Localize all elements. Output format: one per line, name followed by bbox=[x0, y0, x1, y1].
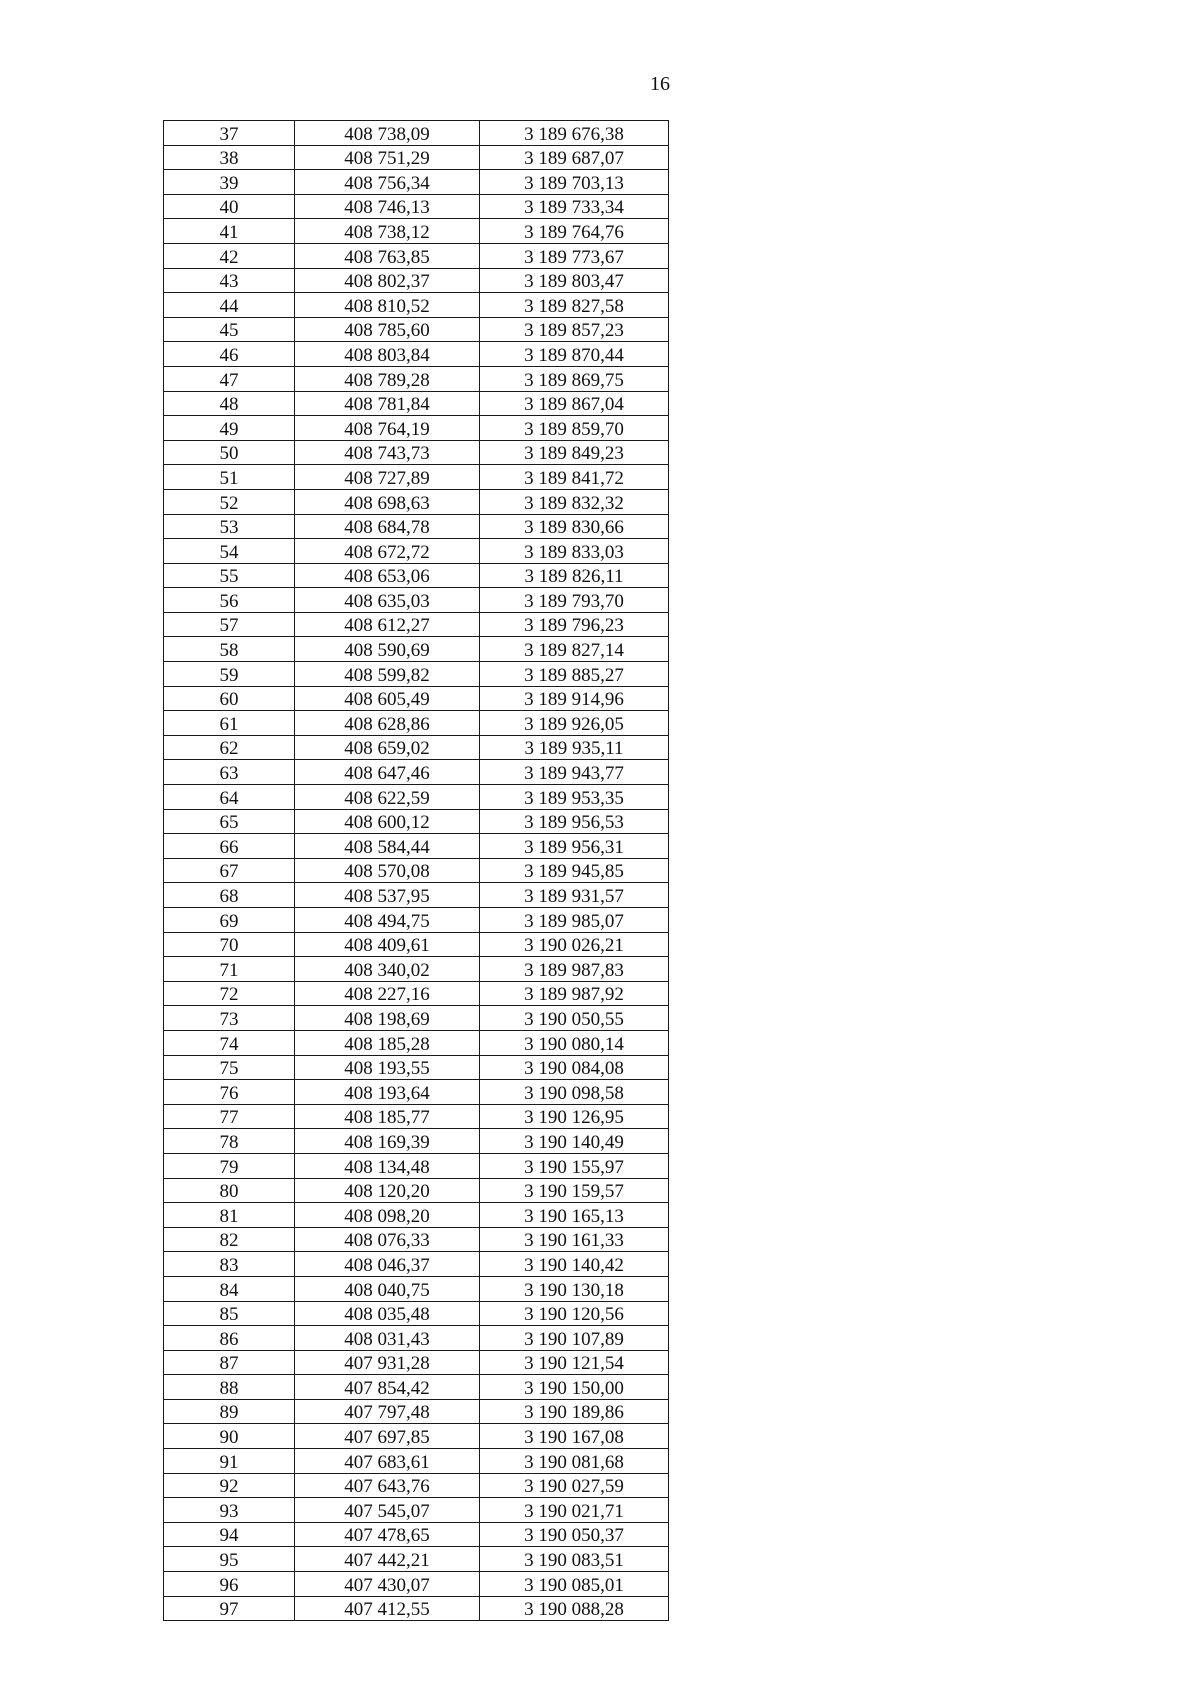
y-coordinate-cell: 3 190 167,08 bbox=[480, 1424, 669, 1449]
table-row bbox=[164, 317, 669, 342]
y-coordinate-cell: 3 189 885,27 bbox=[480, 662, 669, 687]
point-number-cell: 84 bbox=[164, 1276, 295, 1301]
table-row bbox=[164, 1473, 669, 1498]
point-number-cell: 64 bbox=[164, 785, 295, 810]
y-coordinate-cell: 3 190 027,59 bbox=[480, 1473, 669, 1498]
y-coordinate-cell: 3 190 130,18 bbox=[480, 1276, 669, 1301]
point-number-cell: 58 bbox=[164, 637, 295, 662]
y-coordinate-cell: 3 189 733,34 bbox=[480, 194, 669, 219]
y-coordinate-cell: 3 189 773,67 bbox=[480, 243, 669, 268]
y-coordinate-cell: 3 190 088,28 bbox=[480, 1596, 669, 1621]
point-number-cell: 90 bbox=[164, 1424, 295, 1449]
point-number-cell: 70 bbox=[164, 932, 295, 957]
x-coordinate-cell: 408 605,49 bbox=[295, 686, 480, 711]
point-number-cell: 92 bbox=[164, 1473, 295, 1498]
point-number-cell: 42 bbox=[164, 243, 295, 268]
x-coordinate-cell: 408 046,37 bbox=[295, 1252, 480, 1277]
point-number-cell: 53 bbox=[164, 514, 295, 539]
y-coordinate-cell: 3 190 121,54 bbox=[480, 1350, 669, 1375]
table-row bbox=[164, 342, 669, 367]
coordinates-table-body bbox=[164, 121, 669, 1621]
table-row bbox=[164, 686, 669, 711]
table-row bbox=[164, 809, 669, 834]
y-coordinate-cell: 3 190 050,37 bbox=[480, 1522, 669, 1547]
y-coordinate-cell: 3 190 126,95 bbox=[480, 1104, 669, 1129]
point-number-cell: 80 bbox=[164, 1178, 295, 1203]
coordinates-table bbox=[163, 120, 669, 1621]
table-row bbox=[164, 662, 669, 687]
x-coordinate-cell: 407 697,85 bbox=[295, 1424, 480, 1449]
y-coordinate-cell: 3 189 945,85 bbox=[480, 858, 669, 883]
point-number-cell: 96 bbox=[164, 1572, 295, 1597]
point-number-cell: 55 bbox=[164, 563, 295, 588]
table-row bbox=[164, 1227, 669, 1252]
table-row bbox=[164, 1153, 669, 1178]
table-row bbox=[164, 121, 669, 146]
table-row bbox=[164, 883, 669, 908]
y-coordinate-cell: 3 189 935,11 bbox=[480, 735, 669, 760]
y-coordinate-cell: 3 189 987,83 bbox=[480, 957, 669, 982]
x-coordinate-cell: 408 698,63 bbox=[295, 489, 480, 514]
table-row bbox=[164, 465, 669, 490]
y-coordinate-cell: 3 190 085,01 bbox=[480, 1572, 669, 1597]
x-coordinate-cell: 408 120,20 bbox=[295, 1178, 480, 1203]
y-coordinate-cell: 3 189 956,31 bbox=[480, 834, 669, 859]
y-coordinate-cell: 3 189 676,38 bbox=[480, 121, 669, 146]
y-coordinate-cell: 3 189 687,07 bbox=[480, 145, 669, 170]
table-row bbox=[164, 637, 669, 662]
y-coordinate-cell: 3 189 914,96 bbox=[480, 686, 669, 711]
point-number-cell: 65 bbox=[164, 809, 295, 834]
y-coordinate-cell: 3 190 021,71 bbox=[480, 1498, 669, 1523]
y-coordinate-cell: 3 189 703,13 bbox=[480, 170, 669, 195]
x-coordinate-cell: 408 599,82 bbox=[295, 662, 480, 687]
x-coordinate-cell: 408 193,55 bbox=[295, 1055, 480, 1080]
table-row bbox=[164, 170, 669, 195]
table-row bbox=[164, 1572, 669, 1597]
point-number-cell: 87 bbox=[164, 1350, 295, 1375]
table-row bbox=[164, 489, 669, 514]
y-coordinate-cell: 3 189 796,23 bbox=[480, 612, 669, 637]
point-number-cell: 89 bbox=[164, 1399, 295, 1424]
point-number-cell: 40 bbox=[164, 194, 295, 219]
point-number-cell: 94 bbox=[164, 1522, 295, 1547]
point-number-cell: 49 bbox=[164, 416, 295, 441]
table-row bbox=[164, 1547, 669, 1572]
x-coordinate-cell: 408 727,89 bbox=[295, 465, 480, 490]
y-coordinate-cell: 3 190 080,14 bbox=[480, 1030, 669, 1055]
table-row bbox=[164, 1104, 669, 1129]
point-number-cell: 79 bbox=[164, 1153, 295, 1178]
point-number-cell: 47 bbox=[164, 366, 295, 391]
y-coordinate-cell: 3 189 869,75 bbox=[480, 366, 669, 391]
table-row bbox=[164, 908, 669, 933]
y-coordinate-cell: 3 189 857,23 bbox=[480, 317, 669, 342]
table-row bbox=[164, 293, 669, 318]
x-coordinate-cell: 408 227,16 bbox=[295, 981, 480, 1006]
x-coordinate-cell: 408 802,37 bbox=[295, 268, 480, 293]
y-coordinate-cell: 3 189 832,32 bbox=[480, 489, 669, 514]
x-coordinate-cell: 408 763,85 bbox=[295, 243, 480, 268]
table-row bbox=[164, 1596, 669, 1621]
y-coordinate-cell: 3 189 867,04 bbox=[480, 391, 669, 416]
y-coordinate-cell: 3 190 081,68 bbox=[480, 1449, 669, 1474]
x-coordinate-cell: 408 031,43 bbox=[295, 1326, 480, 1351]
point-number-cell: 61 bbox=[164, 711, 295, 736]
table-row bbox=[164, 1350, 669, 1375]
y-coordinate-cell: 3 189 827,14 bbox=[480, 637, 669, 662]
point-number-cell: 56 bbox=[164, 588, 295, 613]
x-coordinate-cell: 408 494,75 bbox=[295, 908, 480, 933]
x-coordinate-cell: 408 785,60 bbox=[295, 317, 480, 342]
table-row bbox=[164, 1399, 669, 1424]
table-row bbox=[164, 1080, 669, 1105]
x-coordinate-cell: 407 683,61 bbox=[295, 1449, 480, 1474]
point-number-cell: 95 bbox=[164, 1547, 295, 1572]
y-coordinate-cell: 3 189 833,03 bbox=[480, 539, 669, 564]
y-coordinate-cell: 3 189 931,57 bbox=[480, 883, 669, 908]
point-number-cell: 67 bbox=[164, 858, 295, 883]
x-coordinate-cell: 408 134,48 bbox=[295, 1153, 480, 1178]
point-number-cell: 51 bbox=[164, 465, 295, 490]
y-coordinate-cell: 3 190 050,55 bbox=[480, 1006, 669, 1031]
point-number-cell: 38 bbox=[164, 145, 295, 170]
x-coordinate-cell: 408 193,64 bbox=[295, 1080, 480, 1105]
point-number-cell: 41 bbox=[164, 219, 295, 244]
x-coordinate-cell: 407 430,07 bbox=[295, 1572, 480, 1597]
table-row bbox=[164, 1375, 669, 1400]
point-number-cell: 86 bbox=[164, 1326, 295, 1351]
y-coordinate-cell: 3 190 165,13 bbox=[480, 1203, 669, 1228]
point-number-cell: 93 bbox=[164, 1498, 295, 1523]
table-row bbox=[164, 858, 669, 883]
point-number-cell: 52 bbox=[164, 489, 295, 514]
table-row bbox=[164, 194, 669, 219]
point-number-cell: 44 bbox=[164, 293, 295, 318]
y-coordinate-cell: 3 190 120,56 bbox=[480, 1301, 669, 1326]
x-coordinate-cell: 408 684,78 bbox=[295, 514, 480, 539]
y-coordinate-cell: 3 190 150,00 bbox=[480, 1375, 669, 1400]
y-coordinate-cell: 3 190 155,97 bbox=[480, 1153, 669, 1178]
x-coordinate-cell: 408 185,77 bbox=[295, 1104, 480, 1129]
point-number-cell: 66 bbox=[164, 834, 295, 859]
y-coordinate-cell: 3 189 793,70 bbox=[480, 588, 669, 613]
point-number-cell: 54 bbox=[164, 539, 295, 564]
y-coordinate-cell: 3 189 841,72 bbox=[480, 465, 669, 490]
point-number-cell: 83 bbox=[164, 1252, 295, 1277]
y-coordinate-cell: 3 189 926,05 bbox=[480, 711, 669, 736]
x-coordinate-cell: 408 751,29 bbox=[295, 145, 480, 170]
x-coordinate-cell: 408 653,06 bbox=[295, 563, 480, 588]
x-coordinate-cell: 408 628,86 bbox=[295, 711, 480, 736]
x-coordinate-cell: 407 412,55 bbox=[295, 1596, 480, 1621]
x-coordinate-cell: 408 810,52 bbox=[295, 293, 480, 318]
table-row bbox=[164, 1203, 669, 1228]
x-coordinate-cell: 408 098,20 bbox=[295, 1203, 480, 1228]
point-number-cell: 97 bbox=[164, 1596, 295, 1621]
point-number-cell: 78 bbox=[164, 1129, 295, 1154]
y-coordinate-cell: 3 189 803,47 bbox=[480, 268, 669, 293]
y-coordinate-cell: 3 189 830,66 bbox=[480, 514, 669, 539]
point-number-cell: 73 bbox=[164, 1006, 295, 1031]
x-coordinate-cell: 408 764,19 bbox=[295, 416, 480, 441]
x-coordinate-cell: 408 746,13 bbox=[295, 194, 480, 219]
table-row bbox=[164, 834, 669, 859]
x-coordinate-cell: 408 584,44 bbox=[295, 834, 480, 859]
y-coordinate-cell: 3 189 826,11 bbox=[480, 563, 669, 588]
table-row bbox=[164, 416, 669, 441]
table-row bbox=[164, 1129, 669, 1154]
point-number-cell: 50 bbox=[164, 440, 295, 465]
x-coordinate-cell: 408 590,69 bbox=[295, 637, 480, 662]
table-row bbox=[164, 366, 669, 391]
x-coordinate-cell: 408 738,12 bbox=[295, 219, 480, 244]
point-number-cell: 71 bbox=[164, 957, 295, 982]
x-coordinate-cell: 407 478,65 bbox=[295, 1522, 480, 1547]
y-coordinate-cell: 3 190 098,58 bbox=[480, 1080, 669, 1105]
y-coordinate-cell: 3 190 189,86 bbox=[480, 1399, 669, 1424]
point-number-cell: 37 bbox=[164, 121, 295, 146]
table-row bbox=[164, 711, 669, 736]
table-row bbox=[164, 1252, 669, 1277]
y-coordinate-cell: 3 189 953,35 bbox=[480, 785, 669, 810]
table-row bbox=[164, 1498, 669, 1523]
y-coordinate-cell: 3 189 943,77 bbox=[480, 760, 669, 785]
table-row bbox=[164, 957, 669, 982]
table-row bbox=[164, 735, 669, 760]
table-row bbox=[164, 1055, 669, 1080]
x-coordinate-cell: 408 340,02 bbox=[295, 957, 480, 982]
table-row bbox=[164, 391, 669, 416]
x-coordinate-cell: 408 612,27 bbox=[295, 612, 480, 637]
table-row bbox=[164, 760, 669, 785]
x-coordinate-cell: 408 076,33 bbox=[295, 1227, 480, 1252]
y-coordinate-cell: 3 189 956,53 bbox=[480, 809, 669, 834]
table-row bbox=[164, 932, 669, 957]
table-row bbox=[164, 1326, 669, 1351]
x-coordinate-cell: 407 442,21 bbox=[295, 1547, 480, 1572]
x-coordinate-cell: 408 198,69 bbox=[295, 1006, 480, 1031]
table-row bbox=[164, 1276, 669, 1301]
y-coordinate-cell: 3 189 987,92 bbox=[480, 981, 669, 1006]
y-coordinate-cell: 3 190 140,42 bbox=[480, 1252, 669, 1277]
x-coordinate-cell: 408 743,73 bbox=[295, 440, 480, 465]
y-coordinate-cell: 3 190 107,89 bbox=[480, 1326, 669, 1351]
y-coordinate-cell: 3 189 870,44 bbox=[480, 342, 669, 367]
y-coordinate-cell: 3 190 084,08 bbox=[480, 1055, 669, 1080]
x-coordinate-cell: 407 931,28 bbox=[295, 1350, 480, 1375]
table-row bbox=[164, 219, 669, 244]
table-row bbox=[164, 785, 669, 810]
point-number-cell: 74 bbox=[164, 1030, 295, 1055]
table-row bbox=[164, 612, 669, 637]
point-number-cell: 39 bbox=[164, 170, 295, 195]
x-coordinate-cell: 408 781,84 bbox=[295, 391, 480, 416]
table-row bbox=[164, 1030, 669, 1055]
y-coordinate-cell: 3 190 140,49 bbox=[480, 1129, 669, 1154]
table-row bbox=[164, 1449, 669, 1474]
x-coordinate-cell: 407 643,76 bbox=[295, 1473, 480, 1498]
x-coordinate-cell: 407 854,42 bbox=[295, 1375, 480, 1400]
x-coordinate-cell: 407 545,07 bbox=[295, 1498, 480, 1523]
point-number-cell: 75 bbox=[164, 1055, 295, 1080]
point-number-cell: 77 bbox=[164, 1104, 295, 1129]
table-row bbox=[164, 1301, 669, 1326]
x-coordinate-cell: 408 570,08 bbox=[295, 858, 480, 883]
table-row bbox=[164, 243, 669, 268]
x-coordinate-cell: 408 035,48 bbox=[295, 1301, 480, 1326]
x-coordinate-cell: 407 797,48 bbox=[295, 1399, 480, 1424]
point-number-cell: 62 bbox=[164, 735, 295, 760]
y-coordinate-cell: 3 190 026,21 bbox=[480, 932, 669, 957]
x-coordinate-cell: 408 600,12 bbox=[295, 809, 480, 834]
x-coordinate-cell: 408 169,39 bbox=[295, 1129, 480, 1154]
x-coordinate-cell: 408 537,95 bbox=[295, 883, 480, 908]
point-number-cell: 46 bbox=[164, 342, 295, 367]
x-coordinate-cell: 408 409,61 bbox=[295, 932, 480, 957]
point-number-cell: 85 bbox=[164, 1301, 295, 1326]
y-coordinate-cell: 3 190 159,57 bbox=[480, 1178, 669, 1203]
point-number-cell: 59 bbox=[164, 662, 295, 687]
y-coordinate-cell: 3 189 764,76 bbox=[480, 219, 669, 244]
x-coordinate-cell: 408 756,34 bbox=[295, 170, 480, 195]
table-row bbox=[164, 145, 669, 170]
point-number-cell: 63 bbox=[164, 760, 295, 785]
x-coordinate-cell: 408 635,03 bbox=[295, 588, 480, 613]
table-row bbox=[164, 539, 669, 564]
x-coordinate-cell: 408 789,28 bbox=[295, 366, 480, 391]
point-number-cell: 43 bbox=[164, 268, 295, 293]
table-row bbox=[164, 514, 669, 539]
x-coordinate-cell: 408 672,72 bbox=[295, 539, 480, 564]
x-coordinate-cell: 408 647,46 bbox=[295, 760, 480, 785]
x-coordinate-cell: 408 803,84 bbox=[295, 342, 480, 367]
table-row bbox=[164, 1178, 669, 1203]
point-number-cell: 76 bbox=[164, 1080, 295, 1105]
table-row bbox=[164, 440, 669, 465]
table-row bbox=[164, 981, 669, 1006]
table-row bbox=[164, 268, 669, 293]
table-row bbox=[164, 563, 669, 588]
y-coordinate-cell: 3 190 083,51 bbox=[480, 1547, 669, 1572]
point-number-cell: 68 bbox=[164, 883, 295, 908]
point-number-cell: 72 bbox=[164, 981, 295, 1006]
x-coordinate-cell: 408 659,02 bbox=[295, 735, 480, 760]
point-number-cell: 81 bbox=[164, 1203, 295, 1228]
y-coordinate-cell: 3 189 849,23 bbox=[480, 440, 669, 465]
point-number-cell: 82 bbox=[164, 1227, 295, 1252]
point-number-cell: 88 bbox=[164, 1375, 295, 1400]
y-coordinate-cell: 3 189 985,07 bbox=[480, 908, 669, 933]
table-row bbox=[164, 1006, 669, 1031]
y-coordinate-cell: 3 189 859,70 bbox=[480, 416, 669, 441]
x-coordinate-cell: 408 185,28 bbox=[295, 1030, 480, 1055]
y-coordinate-cell: 3 189 827,58 bbox=[480, 293, 669, 318]
x-coordinate-cell: 408 738,09 bbox=[295, 121, 480, 146]
table-row bbox=[164, 1424, 669, 1449]
point-number-cell: 60 bbox=[164, 686, 295, 711]
x-coordinate-cell: 408 040,75 bbox=[295, 1276, 480, 1301]
point-number-cell: 69 bbox=[164, 908, 295, 933]
page-number: 16 bbox=[650, 73, 670, 95]
table-row bbox=[164, 1522, 669, 1547]
x-coordinate-cell: 408 622,59 bbox=[295, 785, 480, 810]
point-number-cell: 91 bbox=[164, 1449, 295, 1474]
point-number-cell: 57 bbox=[164, 612, 295, 637]
table-row bbox=[164, 588, 669, 613]
point-number-cell: 45 bbox=[164, 317, 295, 342]
y-coordinate-cell: 3 190 161,33 bbox=[480, 1227, 669, 1252]
point-number-cell: 48 bbox=[164, 391, 295, 416]
